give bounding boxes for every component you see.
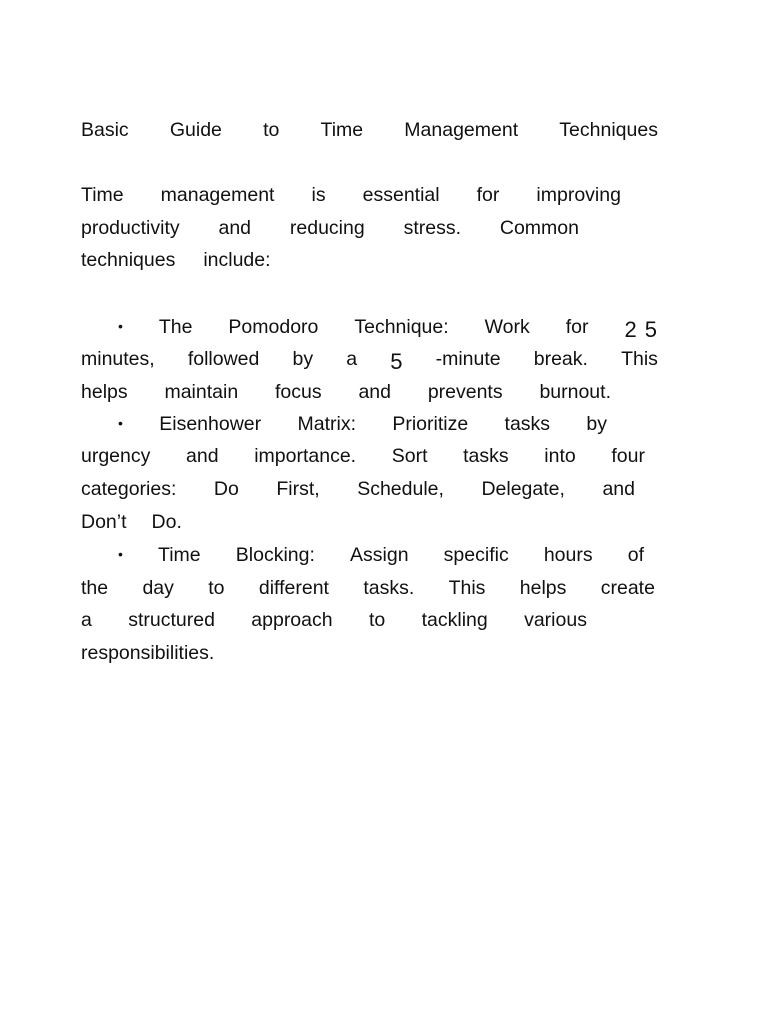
intro-line: techniques include: (81, 249, 271, 271)
bullet-line: a structured approach to tackling various (81, 609, 587, 631)
title-word: Guide (169, 119, 222, 141)
title-word: Techniques (559, 119, 658, 141)
bullet-line: Don’t Do. (81, 511, 182, 533)
bullet-line: the day to different tasks. This helps create (81, 577, 655, 599)
bullet-line: minutes, followed by a 5 -minute break. This (81, 348, 658, 374)
bullet-line: responsibilities. (81, 642, 215, 664)
bullet-line: • The Pomodoro Technique: Work for 25 (81, 313, 665, 339)
title-word: Basic (81, 119, 129, 141)
bullet-line: helps maintain focus and prevents burnout. (81, 381, 611, 403)
bullet-line: • Eisenhower Matrix: Prioritize tasks by (81, 411, 607, 437)
bullet-label: Eisenhower (159, 413, 262, 435)
bullet-point-icon: • (118, 318, 123, 334)
bullet-line: categories: Do First, Schedule, Delegate, and (81, 478, 635, 500)
intro-line: Time management is essential for improving (81, 184, 621, 206)
title-word: Management (404, 119, 519, 141)
bullet-label: The (158, 316, 193, 338)
intro-line: productivity and reducing stress. Common (81, 217, 579, 239)
bullet-line: urgency and importance. Sort tasks into four (81, 445, 645, 467)
document-title (81, 117, 658, 143)
title-word: to (263, 119, 280, 141)
bullet-point-icon: • (118, 546, 123, 562)
title-word: Time (320, 119, 364, 141)
bullet-point-icon: • (118, 415, 123, 431)
bullet-line: • Time Blocking: Assign specific hours of (81, 542, 644, 568)
bullet-label: Time (158, 544, 201, 566)
